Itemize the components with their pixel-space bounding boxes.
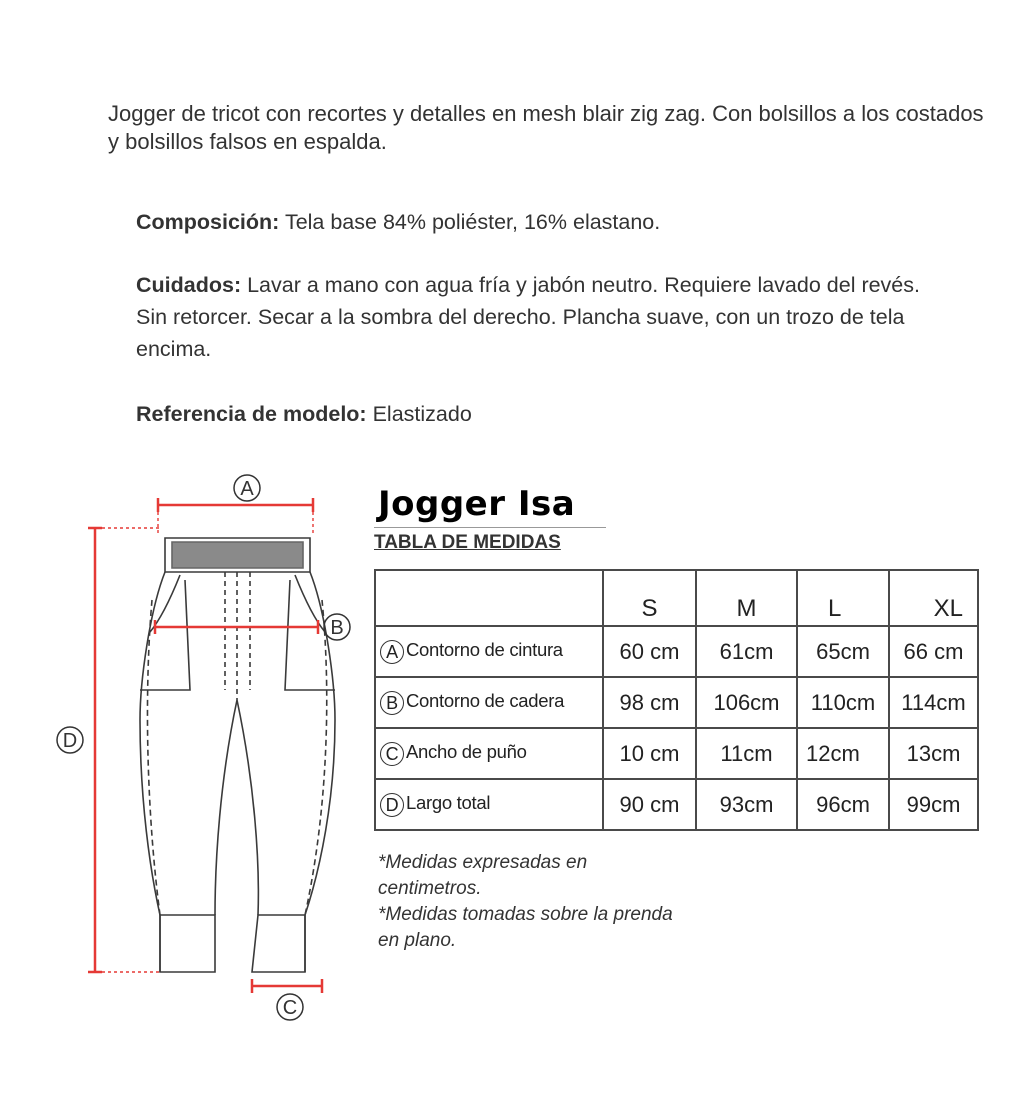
- label-c: [277, 994, 303, 1020]
- table-cell: 61cm: [696, 626, 797, 677]
- row-label-text: Largo total: [406, 792, 491, 814]
- product-title: Jogger Isa: [378, 484, 576, 524]
- svg-text:B: B: [330, 617, 344, 639]
- care-label: Cuidados:: [136, 273, 242, 297]
- model-reference-label: Referencia de modelo:: [136, 402, 367, 426]
- table-cell: 65cm: [797, 626, 889, 677]
- table-row: [375, 677, 978, 728]
- row-label-text: Ancho de puño: [406, 741, 527, 763]
- letter-b-icon: B: [380, 691, 404, 715]
- table-row: [375, 626, 978, 677]
- table-cell: 12cm: [797, 728, 889, 779]
- table-cell: 10 cm: [603, 728, 696, 779]
- svg-text:A: A: [240, 478, 254, 500]
- table-cell: 66 cm: [889, 626, 978, 677]
- table-cell: 90 cm: [603, 779, 696, 830]
- row-label-text: Contorno de cadera: [406, 690, 565, 712]
- composition-value: Tela base 84% poliéster, 16% elastano.: [284, 210, 661, 234]
- header-size-s: S: [603, 570, 696, 626]
- measurement-notes: [378, 850, 678, 954]
- care-instructions: [136, 269, 936, 365]
- model-reference-value: Elastizado: [372, 402, 472, 426]
- table-cell: 96cm: [797, 779, 889, 830]
- note-units: *Medidas expresadas en centimetros.: [378, 852, 588, 899]
- size-table: [374, 569, 979, 831]
- row-label: [375, 626, 603, 677]
- composition: [136, 206, 956, 238]
- table-cell: 93cm: [696, 779, 797, 830]
- jogger-diagram: [0, 460, 370, 1040]
- title-divider: [374, 527, 606, 528]
- table-cell: 13cm: [889, 728, 978, 779]
- table-cell: 98 cm: [603, 677, 696, 728]
- table-title: TABLA DE MEDIDAS: [374, 532, 561, 553]
- jogger-outline: [140, 538, 335, 972]
- model-reference: [136, 398, 956, 430]
- row-label: [375, 779, 603, 830]
- row-label-text: Contorno de cintura: [406, 639, 563, 661]
- letter-a-icon: A: [380, 640, 404, 664]
- table-header-row: [375, 570, 978, 626]
- header-size-l: L: [797, 570, 889, 626]
- note-flat: *Medidas tomadas sobre la prenda en plano.: [378, 904, 673, 951]
- letter-c-icon: C: [380, 742, 404, 766]
- product-description: Jogger de tricot con recortes y detalles en mesh blair zig zag. Con bolsillos a los costados y bolsillos falsos en espalda.: [108, 101, 984, 154]
- label-a: [234, 475, 260, 501]
- table-cell: 60 cm: [603, 626, 696, 677]
- row-label: [375, 728, 603, 779]
- letter-d-icon: D: [380, 793, 404, 817]
- svg-text:D: D: [62, 730, 78, 752]
- header-empty-cell: [375, 570, 603, 626]
- header-size-xl: XL: [889, 570, 978, 626]
- header-size-m: M: [696, 570, 797, 626]
- table-cell: 99cm: [889, 779, 978, 830]
- table-row: [375, 779, 978, 830]
- label-d: [57, 727, 83, 753]
- table-cell: 110cm: [797, 677, 889, 728]
- svg-text:C: C: [282, 997, 298, 1019]
- table-cell: 114cm: [889, 677, 978, 728]
- table-cell: 11cm: [696, 728, 797, 779]
- care-value: Lavar a mano con agua fría y jabón neutro. Requiere lavado del revés. Sin retorcer. Secar a la sombra del derecho. Plancha suave, con un trozo de tela encima.: [136, 273, 920, 361]
- table-cell: 106cm: [696, 677, 797, 728]
- table-row: [375, 728, 978, 779]
- composition-label: Composición:: [136, 210, 280, 234]
- row-label: [375, 677, 603, 728]
- label-b: [324, 614, 350, 640]
